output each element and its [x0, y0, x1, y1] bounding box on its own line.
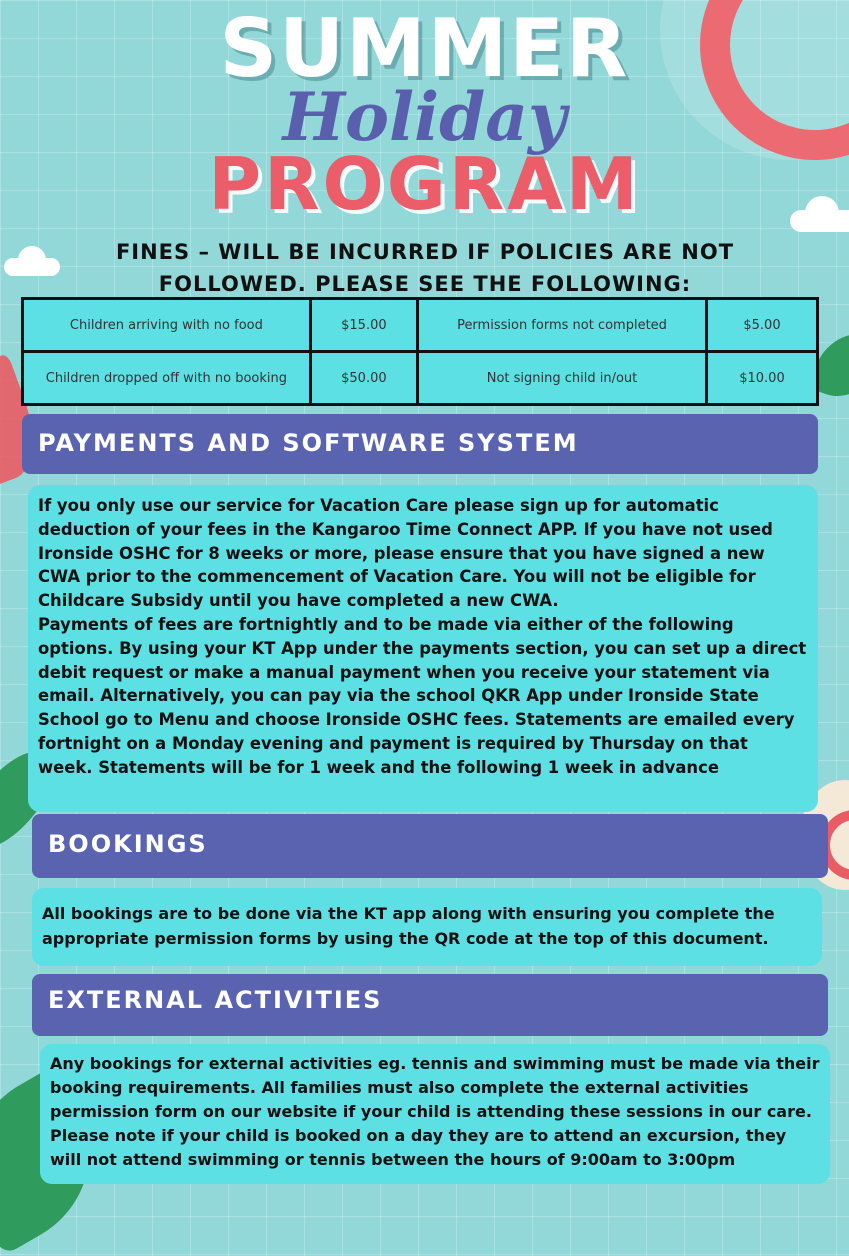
title-summer: SUMMER — [219, 2, 630, 95]
fines-table — [21, 297, 819, 406]
fine-amount: $15.00 — [310, 299, 417, 352]
payments-section-heading: PAYMENTS AND SOFTWARE SYSTEM — [22, 414, 818, 474]
title-program: PROGRAM — [208, 142, 641, 226]
payments-paragraph: Payments of fees are fortnightly and to be made via either of the following options. By using your KT App under the payments section, you can set up a direct debit request or make a manual payment when you receive your statement via email. Alternatively, you can pay via the school QKR App under Ironside State School go to Menu and choose Ironside OSHC fees. Statements are emailed every fortnight on a Monday evening and payment is required by Thursday on that week. Statements will be for 1 week and the following 1 week in advance — [38, 614, 807, 777]
payments-paragraph: If you only use our service for Vacation Care please sign up for automatic deduction of your fees in the Kangaroo Time Connect APP. If you have not used Ironside OSHC for 8 weeks or more, please ensure that you have signed a new CWA prior to the commencement of Vacation Care. You will not be eligible for Childcare Subsidy until you have completed a new CWA. — [38, 496, 773, 611]
fine-item: Not signing child in/out — [418, 352, 707, 405]
cloud-puff-decoration — [18, 246, 46, 274]
bookings-text-box — [32, 888, 822, 966]
payments-text-box — [28, 485, 818, 812]
external-activities-section-heading: EXTERNAL ACTIVITIES — [32, 974, 828, 1036]
fine-item: Children dropped off with no booking — [23, 352, 311, 405]
fine-amount: $10.00 — [706, 352, 817, 405]
external-activities-text-box — [40, 1044, 830, 1184]
table-row — [23, 299, 818, 352]
fines-heading: FINES – WILL BE INCURRED IF POLICIES ARE NOT FOLLOWED. PLEASE SEE THE FOLLOWING: — [115, 240, 735, 296]
bookings-section-heading: BOOKINGS — [32, 814, 828, 878]
external-activities-paragraph: Any bookings for external activities eg. tennis and swimming must be made via their booking requirements. All families must also complete the external activities permission form on our website if your child is attending these sessions in our care. Please note if your child is booked on a day they are to attend an excursion, they will not attend swimming or tennis between the hours of 9:00am to 3:00pm — [50, 1054, 820, 1169]
table-row — [23, 352, 818, 405]
fine-amount: $50.00 — [310, 352, 417, 405]
fine-item: Children arriving with no food — [23, 299, 311, 352]
title-holiday: Holiday — [282, 78, 567, 156]
fine-item: Permission forms not completed — [418, 299, 707, 352]
fine-amount: $5.00 — [706, 299, 817, 352]
bookings-paragraph: All bookings are to be done via the KT app along with ensuring you complete the appropriate permission forms by using the QR code at the top of this document. — [42, 904, 775, 948]
